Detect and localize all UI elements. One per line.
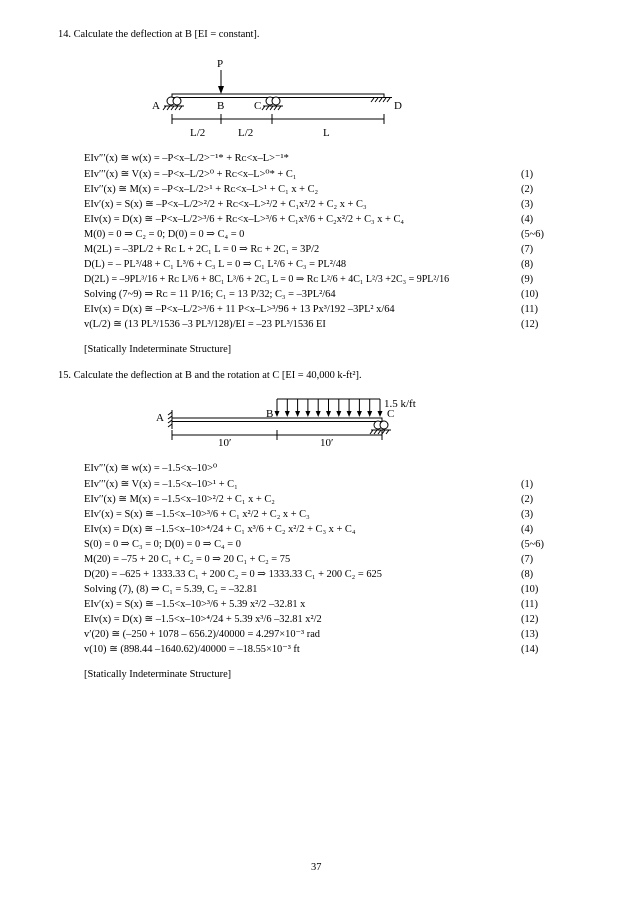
load-label-p: P — [217, 58, 224, 70]
label-b: B — [217, 100, 225, 112]
eq15-line-11: v′(20) ≅ (–250 + 1078 – 656.2)/40000 = 4.297×10⁻³ rad — [84, 629, 321, 640]
label-a: A — [152, 100, 160, 112]
load-arrowhead — [357, 411, 362, 417]
eq15-num-6: (7) — [521, 554, 534, 565]
eq15-num-10: (12) — [521, 614, 539, 625]
eq14-line-7: D(L) = – PL³/48 + C₁ L³/6 + C₃ L = 0 ⇒ C₁ L²/6 + C₃ = PL²/48 — [84, 259, 347, 270]
eq14-num-5: (5~6) — [521, 229, 544, 240]
load-arrowhead — [326, 411, 331, 417]
eq14-num-8: (9) — [521, 274, 534, 285]
eq15-num-3: (3) — [521, 509, 534, 520]
eq14-num-2: (2) — [521, 184, 534, 195]
load-label-15: 1.5 k/ft — [384, 398, 416, 410]
eq14-num-3: (3) — [521, 199, 534, 210]
load-arrowhead — [367, 411, 372, 417]
eq15-num-5: (5~6) — [521, 539, 544, 550]
problem-14-note: [Statically Indeterminate Structure] — [84, 344, 232, 355]
eq14-line-0: EIv″′(x) ≅ w(x) = –P<x–L/2>⁻¹* + Rᴄ<x–L>⁻¹* — [84, 153, 289, 164]
eq14-line-1: EIv′′′(x) ≅ V(x) = –P<x–L/2>⁰ + Rᴄ<x–L>⁰* + C₁ — [84, 169, 297, 180]
label-a-15: A — [156, 412, 164, 424]
eq15-num-2: (2) — [521, 494, 534, 505]
eq15-line-7: D(20) = –625 + 1333.33 C₁ + 200 C₂ = 0 ⇒ 1333.33 C₁ + 200 C₂ = 625 — [84, 569, 382, 580]
eq15-line-1: EIv′′′(x) ≅ V(x) = –1.5<x–10>¹ + C₁ — [84, 479, 238, 490]
support-a-fixed-icon — [168, 410, 172, 429]
eq14-line-8: D(2L) = –9PL³/16 + Rᴄ L³/6 + 8C₁ L³/6 + 2C₃ L = 0 ⇒ Rᴄ L²/6 + 4C₁ L²/3 +2C₃ = 9PL²/16 — [84, 274, 450, 285]
load-arrowhead — [275, 411, 280, 417]
eq14-num-11: (12) — [521, 319, 539, 330]
eq15-line-3: EIv′(x) = S(x) ≅ –1.5<x–10>³/6 + C₁ x²/2 + C₂ x + C₃ — [84, 509, 310, 520]
eq14-num-6: (7) — [521, 244, 534, 255]
eq14-line-3: EIv′(x) = S(x) ≅ –P<x–L/2>²/2 + Rᴄ<x–L>²/2 + C₁x²/2 + C₂ x + C₃ — [84, 199, 367, 210]
load-arrowhead — [378, 411, 383, 417]
beam-15 — [172, 418, 382, 422]
eq14-line-10: EIv(x) = D(x) ≅ –P<x–L/2>³/6 + 11 P<x–L>³/96 + 13 Px³/192 –3PL² x/64 — [84, 304, 395, 315]
eq14-line-2: EIv′′(x) ≅ M(x) = –P<x–L/2>¹ + Rᴄ<x–L>¹ + C₁ x + C₂ — [84, 184, 319, 195]
eq15-line-0: EIv″′(x) ≅ w(x) = –1.5<x–10>⁰ — [84, 463, 218, 474]
eq14-line-9: Solving (7~9) ⇒ Rᴄ = 11 P/16; C₁ = 13 P/32; C₃ = –3PL²/64 — [84, 289, 336, 300]
eq15-line-12: v(10) ≅ (898.44 –1640.62)/40000 = –18.55×10⁻³ ft — [84, 644, 300, 655]
dim-label-3: L — [323, 127, 330, 139]
page-number: 37 — [311, 862, 322, 873]
eq14-num-10: (11) — [521, 304, 538, 315]
eq15-line-4: EIv(x) = D(x) ≅ –1.5<x–10>⁴/24 + C₁ x³/6 + C₂ x²/2 + C₃ x + C₄ — [84, 524, 356, 535]
eq15-line-5: S(0) = 0 ⇒ C₃ = 0; D(0) = 0 ⇒ C₄ = 0 — [84, 539, 241, 550]
distributed-load-icon — [275, 399, 383, 417]
eq15-num-11: (13) — [521, 629, 539, 640]
eq15-num-8: (10) — [521, 584, 539, 595]
label-c-15: C — [387, 408, 395, 420]
dim-label-15-2: 10′ — [320, 437, 334, 449]
eq15-line-10: EIv(x) = D(x) ≅ –1.5<x–10>⁴/24 + 5.39 x³/6 –32.81 x²/2 — [84, 614, 322, 625]
load-arrowhead — [347, 411, 352, 417]
load-arrowhead — [336, 411, 341, 417]
dim-label-15-1: 10′ — [218, 437, 232, 449]
eq14-line-6: M(2L) = –3PL/2 + Rᴄ L + 2C₁ L = 0 ⇒ Rᴄ + 2C₁ = 3P/2 — [84, 244, 320, 255]
problem-15-title: 15. Calculate the deflection at B and the rotation at C [EI = 40,000 k-ft²]. — [58, 370, 362, 381]
label-b-15: B — [266, 408, 274, 420]
eq15-num-4: (4) — [521, 524, 534, 535]
eq15-num-12: (14) — [521, 644, 539, 655]
eq15-line-2: EIv′′(x) ≅ M(x) = –1.5<x–10>²/2 + C₁ x + C₂ — [84, 494, 275, 505]
eq14-num-4: (4) — [521, 214, 534, 225]
load-arrowhead — [316, 411, 321, 417]
eq15-num-1: (1) — [521, 479, 534, 490]
eq14-num-7: (8) — [521, 259, 534, 270]
eq14-line-5: M(0) = 0 ⇒ C₂ = 0; D(0) = 0 ⇒ C₄ = 0 — [84, 229, 245, 240]
eq15-num-9: (11) — [521, 599, 538, 610]
problem-14-title: 14. Calculate the deflection at B [EI = constant]. — [58, 29, 260, 40]
label-d: D — [394, 100, 402, 112]
dim-label-2: L/2 — [238, 127, 254, 139]
eq15-line-9: EIv′(x) = S(x) ≅ –1.5<x–10>³/6 + 5.39 x²/2 –32.81 x — [84, 599, 306, 610]
load-arrowhead — [295, 411, 300, 417]
eq14-line-4: EIv(x) = D(x) ≅ –P<x–L/2>³/6 + Rᴄ<x–L>³/6 + C₁x³/6 + C₂x²/2 + C₃ x + C₄ — [84, 214, 405, 225]
eq14-num-1: (1) — [521, 169, 534, 180]
load-arrowhead — [305, 411, 310, 417]
load-arrowhead — [285, 411, 290, 417]
eq15-line-8: Solving (7), (8) ⇒ C₁ = 5.39, C₂ = –32.81 — [84, 584, 258, 595]
eq14-line-11: v(L/2) ≅ (13 PL³/1536 –3 PL³/128)/EI = –23 PL³/1536 EI — [84, 319, 326, 330]
dim-label-1: L/2 — [190, 127, 206, 139]
eq15-line-6: M(20) = –75 + 20 C₁ + C₂ = 0 ⇒ 20 C₁ + C₂ = 75 — [84, 554, 291, 565]
label-c: C — [254, 100, 262, 112]
eq15-num-7: (8) — [521, 569, 534, 580]
problem-15-note: [Statically Indeterminate Structure] — [84, 669, 232, 680]
eq14-num-9: (10) — [521, 289, 539, 300]
support-c-icon-15 — [370, 421, 391, 434]
